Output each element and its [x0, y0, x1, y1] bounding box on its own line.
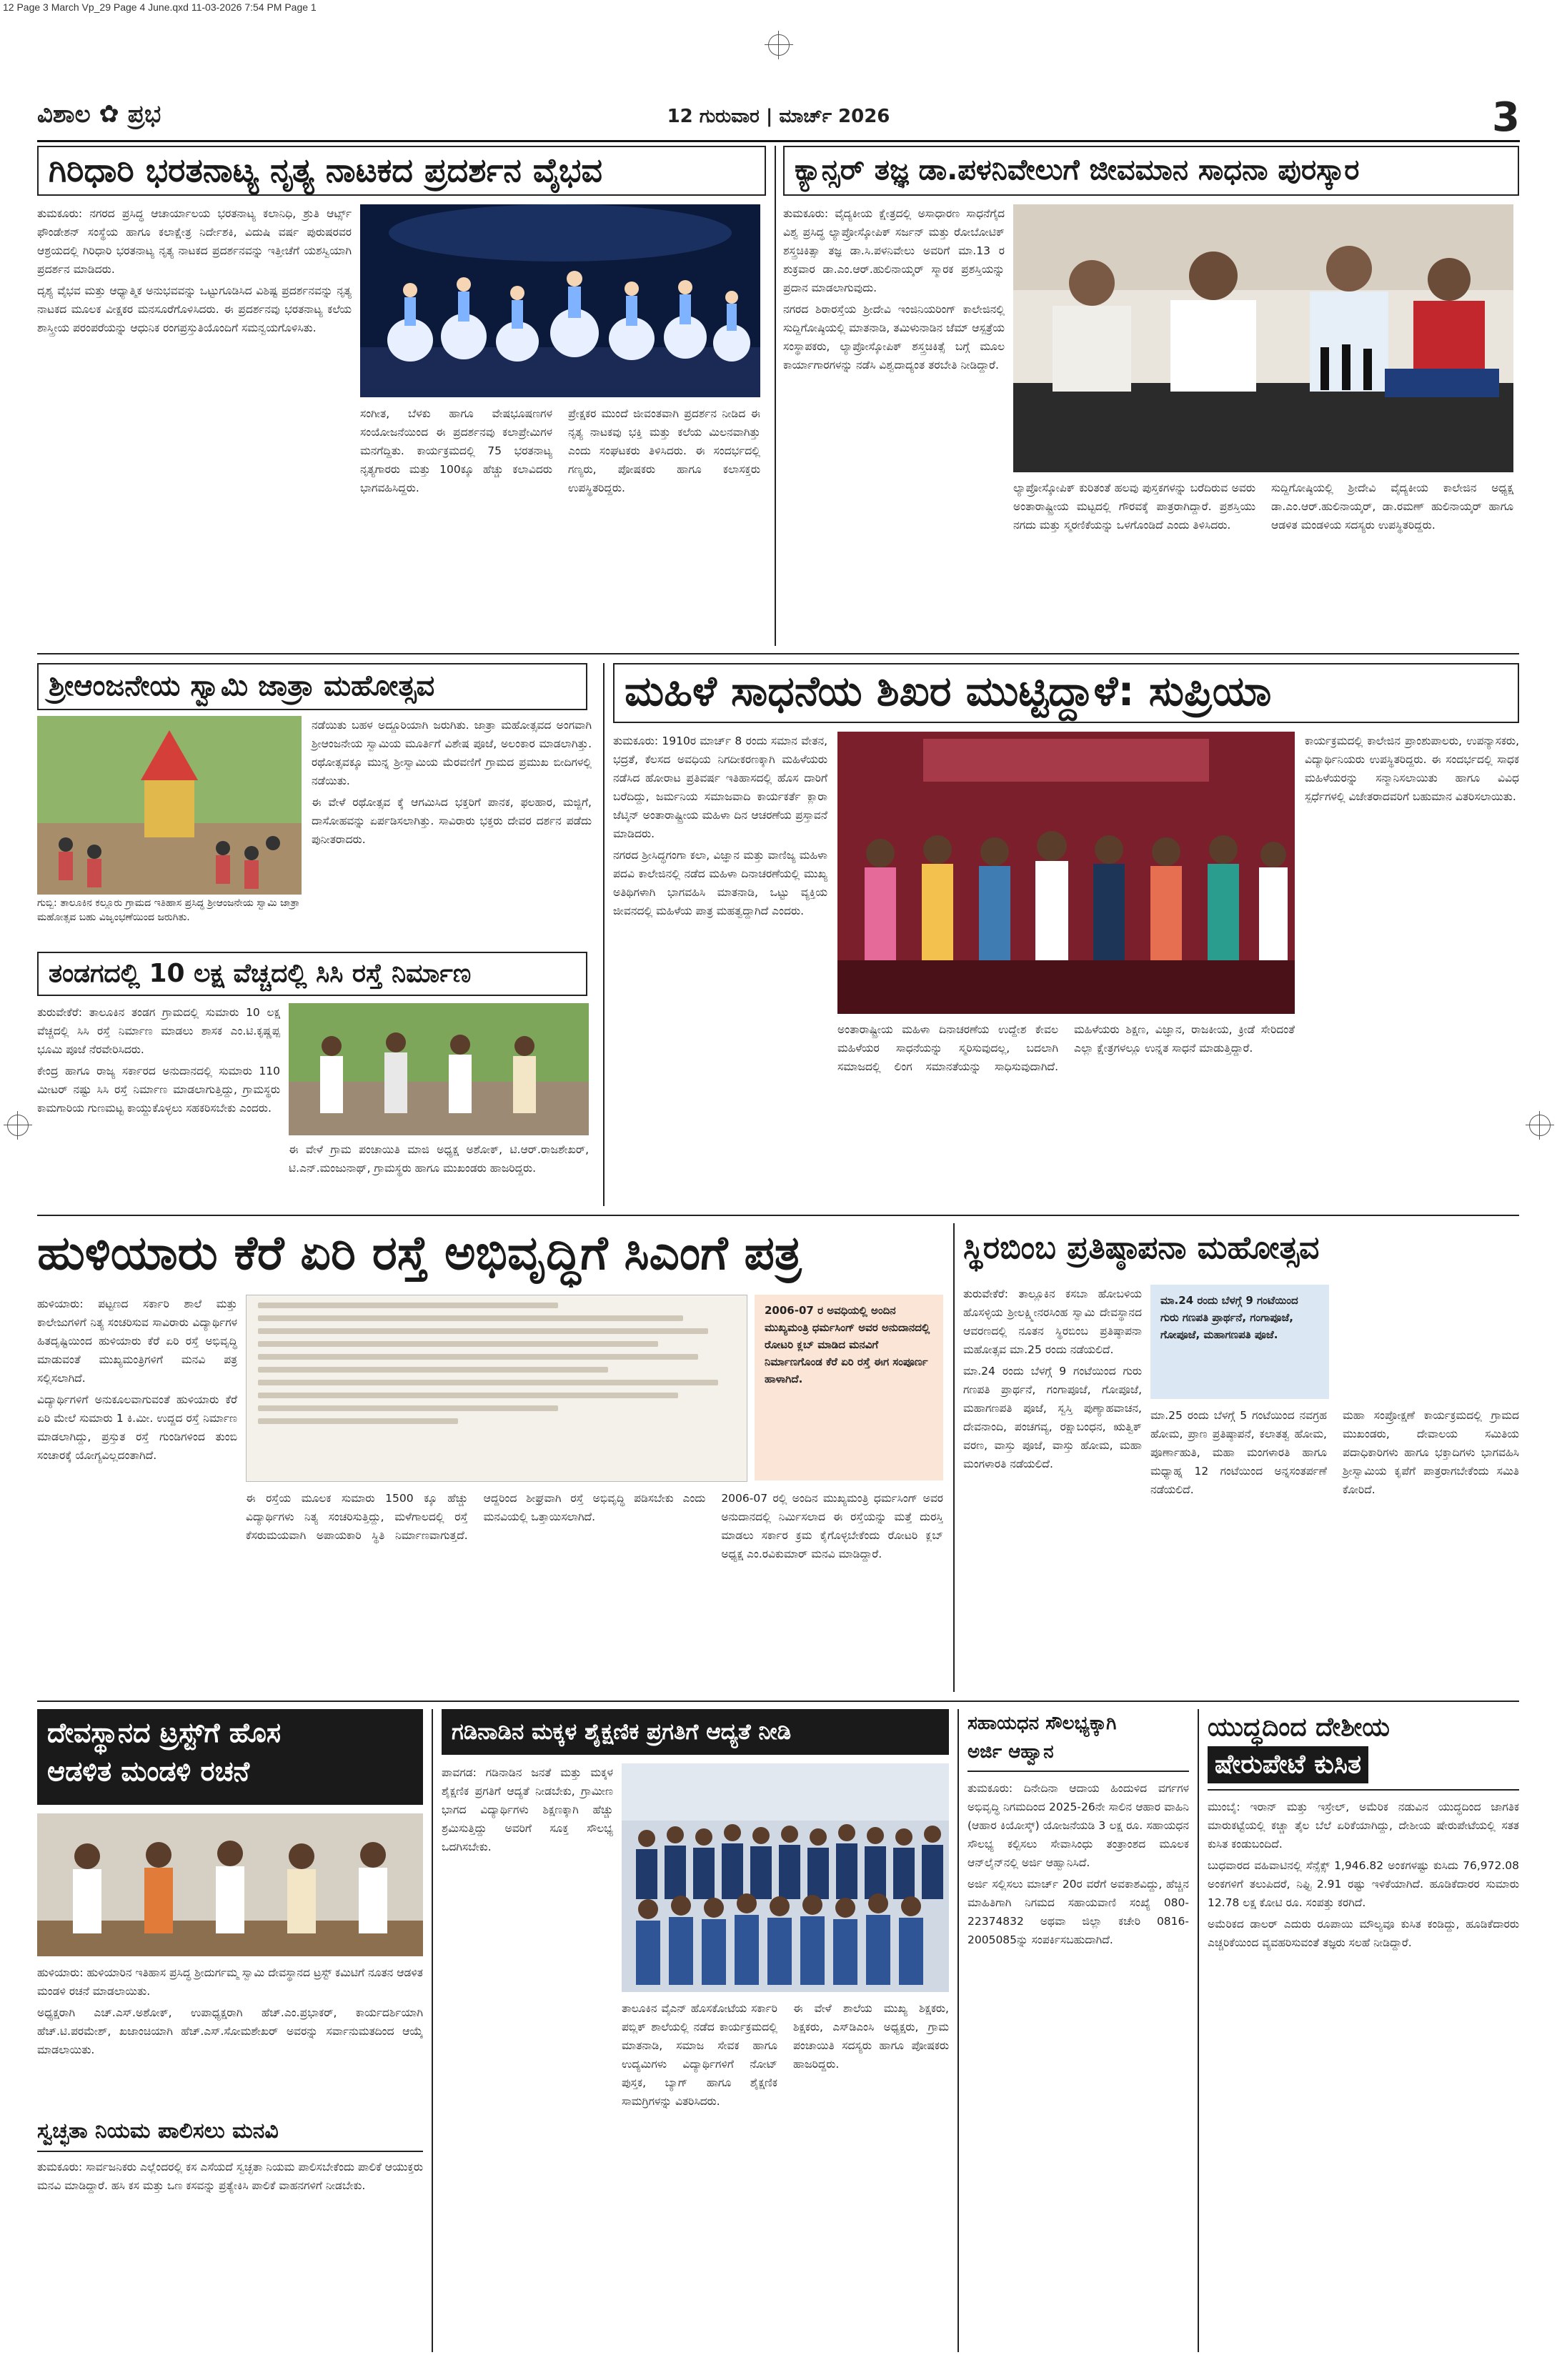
- page-number: 3: [1492, 94, 1520, 141]
- photo-press-meet: [1013, 204, 1513, 472]
- photo-road-bhoomi-pooja: [289, 1003, 589, 1135]
- story-sthirabimba: [963, 1223, 1519, 1692]
- headline-tandag: ತಂಡಗದಲ್ಲಿ 10 ಲಕ್ಷ ವೆಚ್ಚದಲ್ಲಿ ಸಿಸಿ ರಸ್ತೆ ನಿರ್ಮಾಣ: [37, 952, 587, 996]
- article-body: ನಡೆಯಿತು ಬಹಳ ಅದ್ದೂರಿಯಾಗಿ ಜರುಗಿತು. ಜಾತ್ರಾ ಮಹೋತ್ಸವದ ಅಂಗವಾಗಿ ಶ್ರೀಆಂಜನೇಯ ಸ್ವಾಮಿಯ ಮೂರ್ತಿಗೆ ವಿಶೇಷ ಪೂಜೆ, ಅಲಂಕಾರ ಮಾಡಲಾಗಿತ್ತು. ರಥೋತ್ಸವಕ್ಕೂ ಮುನ್ನ ಶ್ರೀಸ್ವಾಮಿಯ ಮೆರವಣಿಗೆ ಗ್ರಾಮದ ಪ್ರಮುಖ ಬೀದಿಗಳಲ್ಲಿ ನಡೆಯಿತು. ಈ ವೇಳೆ ರಥೋತ್ಸವ ಕ್ಕೆ ಆಗಮಿಸಿದ ಭಕ್ತರಿಗೆ ಪಾನಕ, ಫಲಹಾರ, ಮಜ್ಜಿಗೆ, ದಾಸೋಹವನ್ನು ಏರ್ಪಡಿಸಲಾಗಿತ್ತು. ಸಾವಿರಾರು ಭಕ್ತರು ದೇವರ ದರ್ಶನ ಪಡೆದು ಪುನೀತರಾದರು.: [312, 719, 592, 846]
- registration-mark-left: [7, 1115, 29, 1136]
- masthead: [37, 94, 1520, 142]
- photo-trust-felicitation: [37, 1813, 423, 1956]
- column-rule: [432, 1709, 433, 2352]
- column-rule: [1198, 1709, 1199, 2352]
- story-share-market: [1208, 1709, 1519, 2352]
- article-body-cont: ಮಾ.25 ರಂದು ಬೆಳಗ್ಗೆ 5 ಗಂಟೆಯಿಂದ ನವಗ್ರಹ ಹೋಮ, ಪ್ರಾಣ ಪ್ರತಿಷ್ಠಾಪನೆ, ಕಲಾತತ್ವ ಹೋಮ, ಪೂರ್ಣಾಹುತಿ, ಮಹಾ ಮಂಗಳಾರತಿ ಹಾಗೂ ಮಧ್ಯಾಹ್ನ 12 ಗಂಟೆಯಿಂದ ಅನ್ನಸಂತರ್ಪಣೆ ನಡೆಯಲಿದೆ. ಮಹಾ ಸಂಪ್ರೋಕ್ಷಣೆ ಕಾರ್ಯಕ್ರಮದಲ್ಲಿ ಗ್ರಾಮದ ಮುಖಂಡರು, ದೇವಾಲಯ ಸಮಿತಿಯ ಪದಾಧಿಕಾರಿಗಳು ಹಾಗೂ ಭಕ್ತಾದಿಗಳು ಭಾಗವಹಿಸಿ ಶ್ರೀಸ್ವಾಮಿಯ ಕೃಪೆಗೆ ಪಾತ್ರರಾಗಬೇಕೆಂದು ಸಮಿತಿ ಕೋರಿದೆ.: [1150, 1409, 1519, 1496]
- article-body: ತುಮಕೂರು: ಸಾರ್ವಜನಿಕರು ಎಲ್ಲೆಂದರಲ್ಲಿ ಕಸ ಎಸೆಯದೆ ಸ್ವಚ್ಛತಾ ನಿಯಮ ಪಾಲಿಸಬೇಕೆಂದು ಪಾಲಿಕೆ ಆಯುಕ್ತರು ಮನವಿ ಮಾಡಿದ್ದಾರೆ. ಹಸಿ ಕಸ ಮತ್ತು ಒಣ ಕಸವನ್ನು ಪ್ರತ್ಯೇಕಿಸಿ ಪಾಲಿಕೆ ವಾಹನಗಳಿಗೆ ನೀಡಬೇಕು.: [37, 2161, 423, 2192]
- article-body: ತುಮಕೂರು: ನಗರದ ಪ್ರಸಿದ್ಧ ಆಚಾರ್ಯಾಲಯ ಭರತನಾಟ್ಯ ಕಲಾನಿಧಿ, ಶ್ರುತಿ ಆರ್ಟ್ಸ್ ಫೌಂಡೇಶನ್ ಸಂಸ್ಥೆಯ ಹಾಗೂ ಕಲಾಕ್ಷೇತ್ರ ನಿರ್ದೇಶಕಿ, ವಿದುಷಿ ವರ್ಷ ಪುರುಷರವರ ಆಶ್ರಯದಲ್ಲಿ ಗಿರಿಧಾರಿ ಭರತನಾಟ್ಯ ನೃತ್ಯ ನಾಟಕದ ಪ್ರದರ್ಶನವನ್ನು ಇತ್ತೀಚೆಗೆ ಯಶಸ್ವಿಯಾಗಿ ಪ್ರದರ್ಶನ ಮಾಡಿದರು. ದೃಶ್ಯ ವೈಭವ ಮತ್ತು ಆಧ್ಯಾತ್ಮಿಕ ಅನುಭವವನ್ನು ಒಟ್ಟುಗೂಡಿಸಿದ ವಿಶಿಷ್ಟ ಪ್ರದರ್ಶನವನ್ನು ನೃತ್ಯ ನಾಟಕದ ಮೂಲಕ ವೀಕ್ಷಕರ ಮನಸೂರೆಗೊಳಿಸಿದರು. ಈ ಪ್ರದರ್ಶನವು ಭರತನಾಟ್ಯ ಕಲೆಯ ಶಾಸ್ತ್ರೀಯ ಪರಂಪರೆಯನ್ನು ಆಧುನಿಕ ರಂಗಪ್ರಸ್ತುತಿಯೊಂದಿಗೆ ಸಮನ್ವಯಗೊಳಿಸಿತು.: [37, 207, 352, 334]
- article-body-cont: ಈ ರಸ್ತೆಯ ಮೂಲಕ ಸುಮಾರು 1500 ಕ್ಕೂ ಹೆಚ್ಚು ವಿದ್ಯಾರ್ಥಿಗಳು ನಿತ್ಯ ಸಂಚರಿಸುತ್ತಿದ್ದು, ಮಳೆಗಾಲದಲ್ಲಿ ರಸ್ತೆ ಕೆಸರುಮಯವಾಗಿ ಅಪಾಯಕಾರಿ ಸ್ಥಿತಿ ನಿರ್ಮಾಣವಾಗುತ್ತದೆ. ಆದ್ದರಿಂದ ಶೀಘ್ರವಾಗಿ ರಸ್ತೆ ಅಭಿವೃದ್ಧಿ ಪಡಿಸಬೇಕು ಎಂದು ಮನವಿಯಲ್ಲಿ ಒತ್ತಾಯಿಸಲಾಗಿದೆ. 2006-07 ರಲ್ಲಿ ಅಂದಿನ ಮುಖ್ಯಮಂತ್ರಿ ಧರ್ಮಸಿಂಗ್ ಅವರ ಅನುದಾನದಲ್ಲಿ ನಿರ್ಮಿಸಲಾದ ಈ ರಸ್ತೆಯನ್ನು ಮತ್ತೆ ದುರಸ್ತಿ ಮಾಡಲು ಸರ್ಕಾರ ಕ್ರಮ ಕೈಗೊಳ್ಳಬೇಕೆಂದು ರೋಟರಿ ಕ್ಲಬ್ ಅಧ್ಯಕ್ಷ ಎಂ.ರವಿಕುಮಾರ್ ಮನವಿ ಮಾಡಿದ್ದಾರೆ.: [246, 1492, 943, 1560]
- headline-share-market: ಯುದ್ಧದಿಂದ ದೇಶೀಯ ಷೇರುಪೇಟೆ ಕುಸಿತ: [1208, 1709, 1519, 1791]
- article-body-cont-2: ಕಾರ್ಯಕ್ರಮದಲ್ಲಿ ಕಾಲೇಜಿನ ಪ್ರಾಂಶುಪಾಲರು, ಉಪನ್ಯಾಸಕರು, ವಿದ್ಯಾರ್ಥಿನಿಯರು ಉಪಸ್ಥಿತರಿದ್ದರು. ಈ ಸಂದರ್ಭದಲ್ಲಿ ಸಾಧಕ ಮಹಿಳೆಯರನ್ನು ಸನ್ಮಾನಿಸಲಾಯಿತು ಹಾಗೂ ವಿವಿಧ ಸ್ಪರ್ಧೆಗಳಲ್ಲಿ ವಿಜೇತರಾದವರಿಗೆ ಬಹುಮಾನ ವಿತರಿಸಲಾಯಿತು.: [1305, 735, 1519, 803]
- photo-caption: ಗುಬ್ಬಿ: ತಾಲೂಕಿನ ಕಲ್ಲೂರು ಗ್ರಾಮದ ಇತಿಹಾಸ ಪ್ರಸಿದ್ಧ ಶ್ರೀಆಂಜನೇಯ ಸ್ವಾಮಿ ಜಾತ್ರಾ ಮಹೋತ್ಸವ ಬಹು ವಿಜೃಂಭಣೆಯಿಂದ ಜರುಗಿತು.: [37, 896, 302, 946]
- column-rule: [953, 1223, 955, 1692]
- headline-sthirabimba: ಸ್ಥಿರಬಿಂಬ ಪ್ರತಿಷ್ಠಾಪನಾ ಮಹೋತ್ಸವ: [963, 1230, 1320, 1266]
- newspaper-logo: ವಿಶಾಲ ✿ ಪ್ರಭ: [37, 100, 161, 129]
- story-devasthana-trust: [37, 1709, 423, 2109]
- photo-students-group: [622, 1763, 949, 1992]
- section-rule: [37, 1701, 1519, 1702]
- article-body-cont: ಲ್ಯಾಪ್ರೋಸ್ಕೋಪಿಕ್ ಕುರಿತಂತೆ ಹಲವು ಪುಸ್ತಕಗಳನ್ನು ಬರೆದಿರುವ ಅವರು ಅಂತಾರಾಷ್ಟ್ರೀಯ ಮಟ್ಟದಲ್ಲಿ ಗೌರವಕ್ಕೆ ಪಾತ್ರರಾಗಿದ್ದಾರೆ. ಪ್ರಶಸ್ತಿಯು ನಗದು ಮತ್ತು ಸ್ಮರಣಿಕೆಯನ್ನು ಒಳಗೊಂಡಿದೆ ಎಂದು ತಿಳಿಸಿದರು. ಸುದ್ದಿಗೋಷ್ಠಿಯಲ್ಲಿ ಶ್ರೀದೇವಿ ವೈದ್ಯಕೀಯ ಕಾಲೇಜಿನ ಅಧ್ಯಕ್ಷ ಡಾ.ಎಂ.ಆರ್.ಹುಲಿನಾಯ್ಕರ್, ಡಾ.ರಮಣ್ ಹುಲಿನಾಯ್ಕರ್ ಹಾಗೂ ಆಡಳಿತ ಮಂಡಳಿಯ ಸದಸ್ಯರು ಉಪಸ್ಥಿತರಿದ್ದರು.: [1013, 482, 1513, 532]
- highlight-box: 2006-07 ರ ಅವಧಿಯಲ್ಲಿ ಅಂದಿನ ಮುಖ್ಯಮಂತ್ರಿ ಧರ್ಮಸಿಂಗ್ ಅವರ ಅನುದಾನದಲ್ಲಿ ರೋಟರಿ ಕ್ಲಬ್ ಮಾಡಿದ ಮನವಿಗೆ ನಿರ್ಮಾಣಗೊಂಡ ಕೆರೆ ಏರಿ ರಸ್ತೆ ಈಗ ಸಂಪೂರ್ಣ ಹಾಳಾಗಿದೆ.: [755, 1295, 943, 1480]
- article-body: ಹುಳಿಯಾರು: ಹುಳಿಯಾರಿನ ಇತಿಹಾಸ ಪ್ರಸಿದ್ಧ ಶ್ರೀದುರ್ಗಮ್ಮ ಸ್ವಾಮಿ ದೇವಸ್ಥಾನದ ಟ್ರಸ್ಟ್ ಕಮಿಟಿಗೆ ನೂತನ ಆಡಳಿತ ಮಂಡಳಿ ರಚನೆ ಮಾಡಲಾಯಿತು. ಅಧ್ಯಕ್ಷರಾಗಿ ಎಚ್.ಎಸ್.ಅಶೋಕ್, ಉಪಾಧ್ಯಕ್ಷರಾಗಿ ಹೆಚ್.ಎಂ.ಪ್ರಭಾಕರ್, ಕಾರ್ಯದರ್ಶಿಯಾಗಿ ಹೆಚ್.ಟಿ.ಪರಮೇಶ್, ಖಜಾಂಚಿಯಾಗಿ ಹೆಚ್.ಎಸ್.ಸೋಮಶೇಖರ್ ಅವರನ್ನು ಸರ್ವಾನುಮತದಿಂದ ಆಯ್ಕೆ ಮಾಡಲಾಯಿತು.: [37, 1966, 423, 2056]
- story-gadinadu: [442, 1709, 949, 2352]
- registration-mark-top: [768, 34, 790, 56]
- article-body: ತುಮಕೂರು: ವೈದ್ಯಕೀಯ ಕ್ಷೇತ್ರದಲ್ಲಿ ಅಸಾಧಾರಣ ಸಾಧನೆಗೈದ ವಿಶ್ವ ಪ್ರಸಿದ್ಧ ಲ್ಯಾಪ್ರೋಸ್ಕೋಪಿಕ್ ಸರ್ಜನ್ ಮತ್ತು ರೋಬೋಟಿಕ್ ಶಸ್ತ್ರಚಿಕಿತ್ಸಾ ತಜ್ಞ ಡಾ.ಸಿ.ಪಳನಿವೇಲು ಅವರಿಗೆ ಮಾ.13 ರ ಶುಕ್ರವಾರ ಡಾ.ಎಂ.ಆರ್.ಹುಲಿನಾಯ್ಕರ್ ಸ್ಮಾರಕ ಪ್ರಶಸ್ತಿಯನ್ನು ಪ್ರದಾನ ಮಾಡಲಾಗುವುದು. ನಗರದ ಶಿರಾರಸ್ತೆಯ ಶ್ರೀದೇವಿ ಇಂಜಿನಿಯರಿಂಗ್ ಕಾಲೇಜಿನಲ್ಲಿ ಸುದ್ದಿಗೋಷ್ಠಿಯಲ್ಲಿ ಮಾತನಾಡಿ, ತಮಿಳುನಾಡಿನ ಜೆಮ್ ಆಸ್ಪತ್ರೆಯ ಸಂಸ್ಥಾಪಕರು, ಲ್ಯಾಪ್ರೋಸ್ಕೋಪಿಕ್ ಶಸ್ತ್ರಚಿಕಿತ್ಸೆ ಬಗ್ಗೆ ಮೂಲ ಕಾರ್ಯಾಗಾರಗಳನ್ನು ನಡೆಸಿ ವಿಶ್ವದಾದ್ಯಂತ ತರಬೇತಿ ನೀಡಿದ್ದಾರೆ.: [783, 207, 1005, 372]
- headline-gadinadu: ಗಡಿನಾಡಿನ ಮಕ್ಕಳ ಶೈಕ್ಷಣಿಕ ಪ್ರಗತಿಗೆ ಆದ್ಯತೆ ನೀಡಿ: [442, 1709, 949, 1755]
- column-rule: [603, 663, 605, 1206]
- story-bharatanatya: [37, 146, 766, 646]
- article-body: ತುಮಕೂರು: 1910ರ ಮಾರ್ಚ್ 8 ರಂದು ಸಮಾನ ವೇತನ, ಭದ್ರತೆ, ಕೆಲಸದ ಅವಧಿಯ ನಿಗದೀಕರಣಕ್ಕಾಗಿ ಮಹಿಳೆಯರು ನಡೆಸಿದ ಹೋರಾಟ ಪ್ರತಿವರ್ಷ ಇತಿಹಾಸದಲ್ಲಿ ಹೊಸ ದಾರಿಗೆ ಬರೆದಿದ್ದು, ಜರ್ಮನಿಯ ಸಮಾಜವಾದಿ ಕಾರ್ಯಕರ್ತೆ ಕ್ಲಾರಾ ಜೆಟ್ಕಿನ್ ಅಂತಾರಾಷ್ಟ್ರೀಯ ಮಹಿಳಾ ದಿನ ಆಚರಣೆಯ ಪ್ರಸ್ತಾವನೆ ಮಾಡಿದರು. ನಗರದ ಶ್ರೀಸಿದ್ಧಗಂಗಾ ಕಲಾ, ವಿಜ್ಞಾನ ಮತ್ತು ವಾಣಿಜ್ಯ ಮಹಿಳಾ ಪದವಿ ಕಾಲೇಜಿನಲ್ಲಿ ನಡೆದ ಮಹಿಳಾ ದಿನಾಚರಣೆಯಲ್ಲಿ ಮುಖ್ಯ ಅತಿಥಿಗಳಾಗಿ ಭಾಗವಹಿಸಿ ಮಾತನಾಡಿ, ಒಟ್ಟು ವ್ಯಕ್ತಿಯ ಜೀವನದಲ್ಲಿ ಮಹಿಳೆಯ ಪಾತ್ರ ಮಹತ್ವದ್ದಾಗಿದೆ ಎಂದರು.: [613, 735, 827, 917]
- headline-supriya: ಮಹಿಳೆ ಸಾಧನೆಯ ಶಿಖರ ಮುಟ್ಟಿದ್ದಾಳೆ: ಸುಪ್ರಿಯಾ: [613, 663, 1519, 723]
- headline-bharatanatya: ಗಿರಿಧಾರಿ ಭರತನಾಟ್ಯ ನೃತ್ಯ ನಾಟಕದ ಪ್ರದರ್ಶನ ವೈಭವ: [37, 146, 766, 196]
- story-anjaneya-jatre: [37, 663, 595, 947]
- article-body: ಪಾವಗಡ: ಗಡಿನಾಡಿನ ಜನತೆ ಮತ್ತು ಮಕ್ಕಳ ಶೈಕ್ಷಣಿಕ ಪ್ರಗತಿಗೆ ಆದ್ಯತೆ ನೀಡಬೇಕು, ಗ್ರಾಮೀಣ ಭಾಗದ ವಿದ್ಯಾರ್ಥಿಗಳು ಶಿಕ್ಷಣಕ್ಕಾಗಿ ಹೆಚ್ಚು ಶ್ರಮಿಸುತ್ತಿದ್ದು ಅವರಿಗೆ ಸೂಕ್ತ ಸೌಲಭ್ಯ ಒದಗಿಸಬೇಕು.: [442, 1766, 613, 1853]
- print-slug: 12 Page 3 March Vp_29 Page 4 June.qxd 11-03-2026 7:54 PM Page 1: [3, 1, 317, 13]
- headline-devasthana: ದೇವಸ್ಥಾನದ ಟ್ರಸ್ಟ್‌ಗೆ ಹೊಸ ಆಡಳಿತ ಮಂಡಳಿ ರಚನೆ: [37, 1709, 423, 1805]
- article-body-cont: ಈ ವೇಳೆ ಗ್ರಾಮ ಪಂಚಾಯಿತಿ ಮಾಜಿ ಅಧ್ಯಕ್ಷ ಅಶೋಕ್, ಟಿ.ಆರ್.ರಾಜಶೇಖರ್, ಟಿ.ಎನ್.ಮಂಜುನಾಥ್, ಗ್ರಾಮಸ್ಥರು ಹಾಗೂ ಮುಖಂಡರು ಹಾಜರಿದ್ದರು.: [289, 1143, 589, 1175]
- section-rule: [37, 653, 1519, 654]
- registration-mark-right: [1529, 1115, 1551, 1136]
- article-body: ತುರುವೇಕೆರೆ: ತಾಲ್ಲೂಕಿನ ಕಸಬಾ ಹೋಬಳಿಯ ಹೊಸಳ್ಳಿಯ ಶ್ರೀಲಕ್ಷ್ಮೀನರಸಿಂಹ ಸ್ವಾಮಿ ದೇವಸ್ಥಾನದ ಆವರಣದಲ್ಲಿ ನೂತನ ಸ್ಥಿರಬಿಂಬ ಪ್ರತಿಷ್ಠಾಪನಾ ಮಹೋತ್ಸವ ಮಾ.25 ರಂದು ನಡೆಯಲಿದೆ. ಮಾ.24 ರಂದು ಬೆಳಗ್ಗೆ 9 ಗಂಟೆಯಿಂದ ಗುರು ಗಣಪತಿ ಪ್ರಾರ್ಥನೆ, ಗಂಗಾಪೂಜೆ, ಗೋಪೂಜೆ, ಮಹಾಗಣಪತಿ ಪೂಜೆ, ಸ್ವಸ್ತಿ ಪುಣ್ಯಾಹವಾಚನ, ದೇವನಾಂದಿ, ಪಂಚಗವ್ಯ, ರಕ್ಷಾಬಂಧನ, ಋತ್ವಿಕ್ ವರಣ, ವಾಸ್ತು ಪೂಜೆ, ವಾಸ್ತು ಹೋಮ, ಮಹಾ ಮಂಗಳಾರತಿ ನಡೆಯಲಿದೆ.: [963, 1288, 1142, 1470]
- headline-swachhata: ಸ್ವಚ್ಛತಾ ನಿಯಮ ಪಾಲಿಸಲು ಮನವಿ: [37, 2115, 423, 2152]
- highlight-box: ಮಾ.24 ರಂದು ಬೆಳಗ್ಗೆ 9 ಗಂಟೆಯಿಂದ ಗುರು ಗಣಪತಿ ಪ್ರಾರ್ಥನೆ, ಗಂಗಾಪೂಜೆ, ಗೋಪೂಜೆ, ಮಹಾಗಣಪತಿ ಪೂಜೆ.: [1150, 1285, 1329, 1399]
- story-huliyar-road: [37, 1223, 943, 1692]
- story-tandag-road: [37, 952, 595, 1206]
- headline-cancer-award: ಕ್ಯಾನ್ಸರ್ ತಜ್ಞ ಡಾ.ಪಳನಿವೇಲುಗೆ ಜೀವಮಾನ ಸಾಧನಾ ಪುರಸ್ಕಾರ: [783, 146, 1519, 196]
- photo-dance-performance: [360, 204, 760, 397]
- photo-temple-chariot: [37, 716, 302, 895]
- section-rule: [37, 1215, 1519, 1216]
- article-body-cont: ಸಂಗೀತ, ಬೆಳಕು ಹಾಗೂ ವೇಷಭೂಷಣಗಳ ಸಂಯೋಜನೆಯಿಂದ ಈ ಪ್ರದರ್ಶನವು ಕಲಾಪ್ರೇಮಿಗಳ ಮನಗೆದ್ದಿತು. ಕಾರ್ಯಕ್ರಮದಲ್ಲಿ 75 ಭರತನಾಟ್ಯ ನೃತ್ಯಗಾರರು ಮತ್ತು 100ಕ್ಕೂ ಹೆಚ್ಚು ಕಲಾವಿದರು ಭಾಗವಹಿಸಿದ್ದರು. ಪ್ರೇಕ್ಷಕರ ಮುಂದೆ ಜೀವಂತವಾಗಿ ಪ್ರದರ್ಶನ ನೀಡಿದ ಈ ನೃತ್ಯ ನಾಟಕವು ಭಕ್ತಿ ಮತ್ತು ಕಲೆಯ ಮಿಲನವಾಗಿತ್ತು ಎಂದು ಸಂಘಟಕರು ತಿಳಿಸಿದರು. ಈ ಸಂದರ್ಭದಲ್ಲಿ ಗಣ್ಯರು, ಪೋಷಕರು ಹಾಗೂ ಕಲಾಸಕ್ತರು ಉಪಸ್ಥಿತರಿದ್ದರು.: [360, 407, 760, 494]
- column-rule: [775, 146, 776, 646]
- photo-womens-day-event: [837, 732, 1295, 1014]
- story-sahayadhana: [967, 1709, 1189, 2352]
- headline-huliyar: ಹುಳಿಯಾರು ಕೆರೆ ಏರಿ ರಸ್ತೆ ಅಭಿವೃದ್ಧಿಗೆ ಸಿಎಂಗೆ ಪತ್ರ: [37, 1225, 802, 1280]
- story-supriya: [613, 663, 1519, 1206]
- story-cancer-award: [783, 146, 1519, 646]
- article-body-cont: ಅಂತಾರಾಷ್ಟ್ರೀಯ ಮಹಿಳಾ ದಿನಾಚರಣೆಯ ಉದ್ದೇಶ ಕೇವಲ ಮಹಿಳೆಯರ ಸಾಧನೆಯನ್ನು ಸ್ಮರಿಸುವುದಲ್ಲ, ಬದಲಾಗಿ ಸಮಾಜದಲ್ಲಿ ಲಿಂಗ ಸಮಾನತೆಯನ್ನು ಸಾಧಿಸುವುದಾಗಿದೆ. ಮಹಿಳೆಯರು ಶಿಕ್ಷಣ, ವಿಜ್ಞಾನ, ರಾಜಕೀಯ, ಕ್ರೀಡೆ ಸೇರಿದಂತೆ ಎಲ್ಲಾ ಕ್ಷೇತ್ರಗಳಲ್ಲೂ ಉನ್ನತ ಸಾಧನೆ ಮಾಡುತ್ತಿದ್ದಾರೆ.: [837, 1023, 1295, 1073]
- issue-date: 12 ಗುರುವಾರ | ಮಾರ್ಚ್ 2026: [667, 106, 890, 127]
- photo-petition-letter: [246, 1295, 747, 1482]
- article-body: ತುರುವೇಕೆರೆ: ತಾಲೂಕಿನ ತಂಡಗ ಗ್ರಾಮದಲ್ಲಿ ಸುಮಾರು 10 ಲಕ್ಷ ವೆಚ್ಚದಲ್ಲಿ ಸಿಸಿ ರಸ್ತೆ ನಿರ್ಮಾಣ ಮಾಡಲು ಶಾಸಕ ಎಂ.ಟಿ.ಕೃಷ್ಣಪ್ಪ ಭೂಮಿ ಪೂಜೆ ನೆರವೇರಿಸಿದರು. ಕೇಂದ್ರ ಹಾಗೂ ರಾಜ್ಯ ಸರ್ಕಾರದ ಅನುದಾನದಲ್ಲಿ ಸುಮಾರು 110 ಮೀಟರ್ ನಷ್ಟು ಸಿಸಿ ರಸ್ತೆ ನಿರ್ಮಾಣ ಮಾಡಲಾಗುತ್ತಿದ್ದು, ಗ್ರಾಮಸ್ಥರು ಕಾಮಗಾರಿಯ ಗುಣಮಟ್ಟ ಕಾಯ್ದುಕೊಳ್ಳಲು ಸಹಕರಿಸಬೇಕು ಎಂದರು.: [37, 1006, 280, 1115]
- article-body: ತುಮಕೂರು: ದಿನೇದಿನಾ ಆದಾಯ ಹಿಂದುಳಿದ ವರ್ಗಗಳ ಅಭಿವೃದ್ಧಿ ನಿಗಮದಿಂದ 2025-26ನೇ ಸಾಲಿನ ಆಹಾರ ವಾಹಿನಿ (ಆಹಾರ ಕಿಯೋಸ್ಕ್) ಯೋಜನೆಯಡಿ 3 ಲಕ್ಷ ರೂ. ಸಹಾಯಧನ ಸೌಲಭ್ಯ ಕಲ್ಪಿಸಲು ಸೇವಾಸಿಂಧು ತಂತ್ರಾಂಶದ ಮೂಲಕ ಆನ್‌ಲೈನ್‌ನಲ್ಲಿ ಅರ್ಜಿ ಆಹ್ವಾನಿಸಿದೆ. ಅರ್ಜಿ ಸಲ್ಲಿಸಲು ಮಾರ್ಚ್ 20ರ ವರೆಗೆ ಅವಕಾಶವಿದ್ದು, ಹೆಚ್ಚಿನ ಮಾಹಿತಿಗಾಗಿ ನಿಗಮದ ಸಹಾಯವಾಣಿ ಸಂಖ್ಯೆ 080-22374832 ಅಥವಾ ಜಿಲ್ಲಾ ಕಚೇರಿ 0816-2005085ನ್ನು ಸಂಪರ್ಕಿಸಬಹುದಾಗಿದೆ.: [967, 1782, 1189, 1946]
- headline-sahayadhana: ಸಹಾಯಧನ ಸೌಲಭ್ಯಕ್ಕಾಗಿ ಅರ್ಜಿ ಆಹ್ವಾನ: [967, 1709, 1189, 1772]
- article-body: ಹುಳಿಯಾರು: ಪಟ್ಟಣದ ಸರ್ಕಾರಿ ಶಾಲೆ ಮತ್ತು ಕಾಲೇಜುಗಳಿಗೆ ನಿತ್ಯ ಸಂಚರಿಸುವ ಸಾವಿರಾರು ವಿದ್ಯಾರ್ಥಿಗಳ ಹಿತದೃಷ್ಟಿಯಿಂದ ಹುಳಿಯಾರು ಕೆರೆ ಏರಿ ರಸ್ತೆ ಅಭಿವೃದ್ಧಿ ಮಾಡುವಂತೆ ಮುಖ್ಯಮಂತ್ರಿಗಳಿಗೆ ಮನವಿ ಪತ್ರ ಸಲ್ಲಿಸಲಾಗಿದೆ. ವಿದ್ಯಾರ್ಥಿಗಳಿಗೆ ಅನುಕೂಲವಾಗುವಂತೆ ಹುಳಿಯಾರು ಕೆರೆ ಏರಿ ಮೇಲೆ ಸುಮಾರು 1 ಕಿ.ಮೀ. ಉದ್ದದ ರಸ್ತೆ ನಿರ್ಮಾಣ ಮಾಡಲಾಗಿದ್ದು, ಪ್ರಸ್ತುತ ರಸ್ತೆ ಗುಂಡಿಗಳಿಂದ ತುಂಬಿ ಸಂಚಾರಕ್ಕೆ ಯೋಗ್ಯವಿಲ್ಲದಂತಾಗಿದೆ.: [37, 1298, 237, 1462]
- column-rule: [957, 1709, 959, 2352]
- headline-anjaneya: ಶ್ರೀಆಂಜನೇಯ ಸ್ವಾಮಿ ಜಾತ್ರಾ ಮಹೋತ್ಸವ: [37, 663, 587, 710]
- story-swachhata: [37, 2115, 423, 2351]
- article-body-cont: ತಾಲೂಕಿನ ವೈಎನ್ ಹೊಸಕೋಟೆಯ ಸರ್ಕಾರಿ ಪಬ್ಲಿಕ್ ಶಾಲೆಯಲ್ಲಿ ನಡೆದ ಕಾರ್ಯಕ್ರಮದಲ್ಲಿ ಮಾತನಾಡಿ, ಸಮಾಜ ಸೇವಕ ಹಾಗೂ ಉದ್ಯಮಿಗಳು ವಿದ್ಯಾರ್ಥಿಗಳಿಗೆ ನೋಟ್ ಪುಸ್ತಕ, ಬ್ಯಾಗ್ ಹಾಗೂ ಶೈಕ್ಷಣಿಕ ಸಾಮಗ್ರಿಗಳನ್ನು ವಿತರಿಸಿದರು. ಈ ವೇಳೆ ಶಾಲೆಯ ಮುಖ್ಯ ಶಿಕ್ಷಕರು, ಶಿಕ್ಷಕರು, ಎಸ್‌ಡಿಎಂಸಿ ಅಧ್ಯಕ್ಷರು, ಗ್ರಾಮ ಪಂಚಾಯಿತಿ ಸದಸ್ಯರು ಹಾಗೂ ಪೋಷಕರು ಹಾಜರಿದ್ದರು.: [622, 2002, 949, 2108]
- article-body: ಮುಂಬೈ: ಇರಾನ್ ಮತ್ತು ಇಸ್ರೇಲ್, ಅಮೆರಿಕ ನಡುವಿನ ಯುದ್ಧದಿಂದ ಜಾಗತಿಕ ಮಾರುಕಟ್ಟೆಯಲ್ಲಿ ಕಚ್ಚಾ ತೈಲ ಬೆಲೆ ಏರಿಕೆಯಾಗಿದ್ದು, ದೇಶೀಯ ಷೇರುಪೇಟೆಯಲ್ಲಿ ಸತತ ಕುಸಿತ ಕಂಡುಬಂದಿದೆ. ಬುಧವಾರದ ವಹಿವಾಟಿನಲ್ಲಿ ಸೆನ್ಸೆಕ್ಸ್ 1,946.82 ಅಂಕಗಳಷ್ಟು ಕುಸಿದು 76,972.08 ಅಂಕಗಳಿಗೆ ತಲುಪಿದರೆ, ನಿಫ್ಟಿ 2.91 ರಷ್ಟು ಇಳಿಕೆಯಾಗಿದೆ. ಹೂಡಿಕೆದಾರರ ಸುಮಾರು 12.78 ಲಕ್ಷ ಕೋಟಿ ರೂ. ಸಂಪತ್ತು ಕರಗಿದೆ. ಅಮೆರಿಕದ ಡಾಲರ್ ಎದುರು ರೂಪಾಯಿ ಮೌಲ್ಯವೂ ಕುಸಿತ ಕಂಡಿದ್ದು, ಹೂಡಿಕೆದಾರರು ಎಚ್ಚರಿಕೆಯಿಂದ ವ್ಯವಹರಿಸುವಂತೆ ತಜ್ಞರು ಸಲಹೆ ನೀಡಿದ್ದಾರೆ.: [1208, 1801, 1519, 1949]
